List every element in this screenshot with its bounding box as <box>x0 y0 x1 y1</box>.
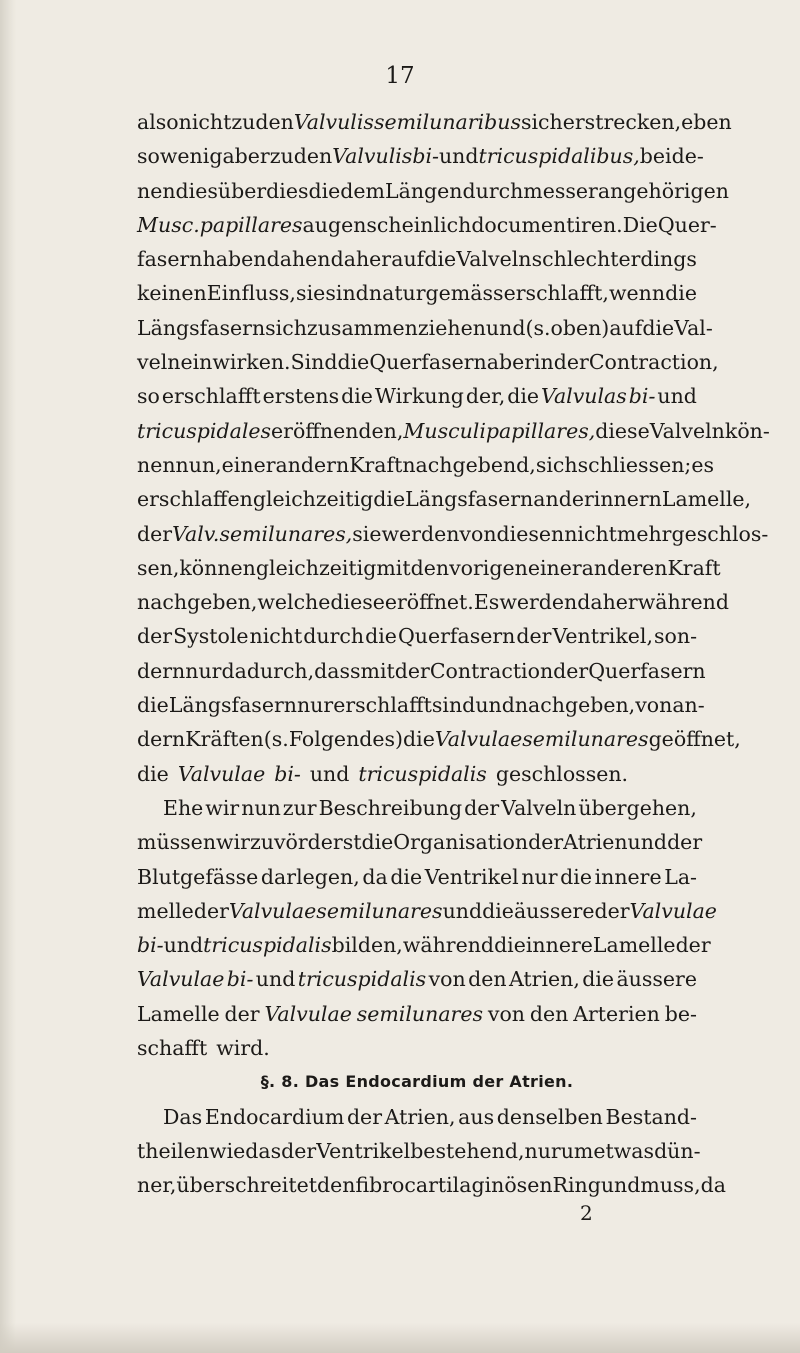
word: wir <box>216 830 250 855</box>
word: melle <box>137 898 194 923</box>
italic-word: bi- <box>274 761 301 786</box>
word: der <box>553 350 589 375</box>
italic-word: Musculi <box>403 418 486 443</box>
word: den <box>410 555 450 580</box>
text-line <box>137 585 729 619</box>
word: die <box>137 693 169 718</box>
word: die <box>424 247 457 272</box>
word: Längendurchmesser <box>385 178 598 203</box>
word: die <box>341 384 373 409</box>
word: Längsfasern <box>405 487 534 512</box>
word: de- <box>671 144 704 169</box>
text-line <box>137 894 717 928</box>
word: zuvörderst <box>249 830 362 855</box>
word: Ehe <box>163 795 204 820</box>
word: erschlafft <box>161 384 261 409</box>
word: auf <box>609 315 643 340</box>
word: werden <box>381 521 460 546</box>
text-line <box>137 654 706 688</box>
text-line <box>137 1031 697 1065</box>
word: Ventrikel <box>424 864 519 889</box>
word: an <box>533 487 559 512</box>
word: eröffnet. <box>384 590 474 615</box>
word: die <box>642 315 675 340</box>
italic-word: Valvulae <box>629 898 717 923</box>
word: erschlaffen <box>137 487 253 512</box>
word: Wirkung <box>374 384 464 409</box>
word: La- <box>664 864 697 889</box>
word: Contraction <box>429 658 554 683</box>
word: die <box>337 350 370 375</box>
word: Atrien, <box>384 1104 456 1129</box>
word: nicht <box>564 521 617 546</box>
word: es <box>691 452 714 477</box>
text-line <box>137 997 697 1031</box>
word: und <box>255 967 296 992</box>
word: die <box>373 487 406 512</box>
italic-word: semilunares <box>522 727 649 752</box>
word: zur <box>282 795 317 820</box>
word: äussere <box>616 967 697 992</box>
italic-word: Valvulae <box>264 1001 352 1026</box>
word: sie <box>352 521 382 546</box>
word: gleichzeitig <box>255 555 377 580</box>
word: der <box>224 1001 260 1026</box>
word: theilen <box>137 1138 210 1163</box>
word: da <box>700 1173 726 1198</box>
text-line <box>137 345 719 379</box>
word: nachgeben, <box>514 693 636 718</box>
text-line <box>137 1100 697 1134</box>
word: sich <box>265 315 307 340</box>
italic-word: Valvulae <box>177 761 266 786</box>
text-line <box>137 688 705 722</box>
word: Sind <box>290 350 338 375</box>
word: Kräften <box>185 727 264 752</box>
word: die <box>137 761 169 786</box>
word: einer <box>527 555 582 580</box>
word: schliessen; <box>577 452 692 477</box>
word: Valveln <box>456 247 532 272</box>
word: die <box>390 864 423 889</box>
word: mehr <box>616 521 672 546</box>
word: die <box>403 727 435 752</box>
word: Endocardium <box>204 1104 345 1129</box>
word: der <box>394 658 430 683</box>
word: augenscheinlich <box>302 212 472 237</box>
signature-mark: 2 <box>580 1201 593 1225</box>
word: und <box>600 1173 641 1198</box>
text-line <box>137 379 697 413</box>
word: die <box>308 178 341 203</box>
word: dün- <box>654 1138 701 1163</box>
word: diese <box>595 418 650 443</box>
word: mit <box>360 658 395 683</box>
word: Contraction, <box>588 350 719 375</box>
text-line <box>137 860 697 894</box>
word: von <box>428 967 466 992</box>
word: angehörigen <box>597 178 729 203</box>
text-line <box>137 448 714 482</box>
word: die <box>365 624 397 649</box>
word: Das <box>163 1104 203 1129</box>
word: während <box>402 933 495 958</box>
word: kön- <box>724 418 770 443</box>
word: die <box>582 967 615 992</box>
word: der <box>193 898 229 923</box>
word: dass <box>314 658 361 683</box>
word: fasern <box>137 247 203 272</box>
italic-word: Valvulas <box>541 384 627 409</box>
italic-word: Valvulis <box>293 110 374 134</box>
italic-word: Valv. <box>172 521 220 546</box>
word: Lamelle <box>592 933 676 958</box>
word: werden <box>499 590 578 615</box>
word: aber <box>222 144 270 169</box>
italic-word: papillares, <box>485 418 596 443</box>
word: haben <box>202 247 267 272</box>
word: bilden, <box>331 933 403 958</box>
word: veln <box>137 350 181 375</box>
italic-word: semilunares <box>356 1001 483 1026</box>
word: um <box>560 1138 594 1163</box>
word: sen, <box>137 555 180 580</box>
word: die <box>665 281 697 306</box>
section-heading: §. 8. Das Endocardium der Atrien. <box>260 1072 574 1092</box>
word: übergehen, <box>578 795 697 820</box>
text-line <box>137 139 704 173</box>
word: nun, <box>175 452 222 477</box>
word: zusammenziehen <box>306 315 486 340</box>
word: etwas <box>593 1138 655 1163</box>
word: Valveln <box>649 418 725 443</box>
word: innere <box>594 864 662 889</box>
word: den <box>255 110 294 134</box>
page-binding-shadow <box>0 0 16 1353</box>
text-line <box>137 928 711 962</box>
word: (s. <box>263 727 289 752</box>
word: darlegen, <box>260 864 360 889</box>
word: wenn <box>608 281 666 306</box>
word: nur <box>185 658 222 683</box>
word: be- <box>664 1001 697 1026</box>
text-line <box>137 517 769 551</box>
word: nicht <box>178 110 232 134</box>
word: ner, <box>137 1173 177 1198</box>
word: der <box>667 830 703 855</box>
text-line <box>137 414 770 448</box>
word: können <box>179 555 256 580</box>
word: der, <box>465 384 506 409</box>
text-line <box>137 208 717 242</box>
word: Val- <box>674 315 713 340</box>
word: gleichzeitig <box>252 487 374 512</box>
word: Beschreibung <box>318 795 463 820</box>
page-number: 17 <box>385 63 415 89</box>
word: Es <box>473 590 500 615</box>
word: den <box>529 1001 569 1026</box>
word: welche <box>257 590 331 615</box>
word: bestehend, <box>410 1138 525 1163</box>
word: (s. <box>525 315 551 340</box>
italic-word: Valvulis <box>332 144 413 169</box>
word: Die <box>622 212 658 237</box>
word: den <box>293 144 333 169</box>
italic-word: papillares <box>199 212 303 237</box>
word: in <box>534 350 554 375</box>
word: oben) <box>550 315 610 340</box>
word: diesen <box>496 521 565 546</box>
italic-word: bi- <box>137 933 164 958</box>
word: und <box>657 384 697 409</box>
word: und <box>475 693 515 718</box>
word: wie <box>209 1138 246 1163</box>
word: son- <box>654 624 697 649</box>
body-text <box>137 105 770 1203</box>
word: eröffnenden, <box>271 418 404 443</box>
word: dem <box>340 178 385 203</box>
word: überdies <box>217 178 309 203</box>
text-line <box>137 791 697 825</box>
word: naturgemäss <box>368 281 504 306</box>
word: und <box>627 830 668 855</box>
word: geschlossen. <box>495 761 629 786</box>
word: Ventrikel, <box>552 624 653 649</box>
word: von <box>459 521 497 546</box>
word: einwirken. <box>180 350 291 375</box>
word: Folgendes) <box>288 727 404 752</box>
word: sind <box>431 693 476 718</box>
italic-word: tricuspidalis <box>358 761 487 786</box>
text-line <box>137 482 752 516</box>
word: innern <box>593 487 662 512</box>
word: nur <box>524 1138 561 1163</box>
word: müssen <box>137 830 217 855</box>
word: Einfluss, <box>206 281 296 306</box>
word: erschlafft <box>333 693 432 718</box>
word: documentiren. <box>471 212 623 237</box>
word: vorigen <box>449 555 528 580</box>
text-line <box>137 174 729 208</box>
word: Ventrikel <box>316 1138 411 1163</box>
word: sich <box>520 110 563 134</box>
word: Längsfasern <box>168 693 297 718</box>
word: Querfasern <box>397 624 516 649</box>
word: Systole <box>173 624 249 649</box>
word: wir <box>205 795 240 820</box>
word: zu <box>269 144 294 169</box>
word: der <box>137 624 173 649</box>
word: zu <box>231 110 256 134</box>
word: nachgebend, <box>402 452 536 477</box>
word: Querfasern <box>588 658 706 683</box>
word: Lamelle, <box>661 487 752 512</box>
italic-word: bi- <box>628 384 656 409</box>
word: dern <box>137 727 186 752</box>
italic-word: semilunares <box>316 898 443 923</box>
word: nen <box>137 452 176 477</box>
italic-word: tricuspidalis <box>297 967 427 992</box>
word: also <box>137 110 179 134</box>
word: nur <box>521 864 558 889</box>
word: während <box>637 590 729 615</box>
text-line <box>137 962 697 996</box>
word: Querfasern <box>369 350 487 375</box>
word: schafft <box>137 1036 208 1061</box>
italic-word: Musc. <box>137 212 200 237</box>
word: Kraft <box>349 452 403 477</box>
word: nen <box>137 178 176 203</box>
italic-word: semilunaribus <box>373 110 521 134</box>
word: die <box>507 384 540 409</box>
text-line <box>137 242 697 276</box>
text-line <box>137 619 697 653</box>
text-line <box>137 311 713 345</box>
italic-word: Valvulae <box>434 727 523 752</box>
word: der <box>281 1138 317 1163</box>
page-bottom-shadow <box>0 1323 800 1353</box>
word: Atrien <box>563 830 628 855</box>
word: erstrecken, <box>562 110 682 134</box>
word: und <box>309 761 350 786</box>
word: aus <box>458 1104 495 1129</box>
italic-word: Valvulae <box>228 898 317 923</box>
text-line <box>137 1168 726 1202</box>
word: daher <box>330 247 392 272</box>
word: und <box>485 315 526 340</box>
word: daher <box>577 590 638 615</box>
text-line <box>137 276 697 310</box>
word: Atrien, <box>508 967 580 992</box>
word: der <box>558 487 594 512</box>
word: und <box>442 898 483 923</box>
word: der <box>346 1104 382 1129</box>
text-line <box>137 722 741 756</box>
word: nur <box>296 693 334 718</box>
word: Quer- <box>657 212 717 237</box>
word: innere <box>525 933 593 958</box>
italic-word: tricuspidalis <box>203 933 332 958</box>
word: wenig <box>159 144 223 169</box>
word: der <box>137 521 173 546</box>
word: die <box>494 933 526 958</box>
word: dern <box>137 658 186 683</box>
italic-word: Valvulae <box>137 967 225 992</box>
word: die <box>482 898 514 923</box>
word: wird. <box>216 1036 270 1061</box>
word: bei <box>639 144 672 169</box>
word: nicht <box>249 624 303 649</box>
word: auf <box>391 247 425 272</box>
word: die <box>361 830 394 855</box>
word: durch <box>303 624 365 649</box>
word: sind <box>325 281 369 306</box>
word: und <box>163 933 204 958</box>
word: keinen <box>137 281 207 306</box>
word: eben <box>681 110 732 134</box>
word: erschlafft, <box>503 281 609 306</box>
word: da <box>362 864 388 889</box>
word: den <box>468 967 507 992</box>
word: von <box>487 1001 525 1026</box>
word: nachgeben, <box>137 590 258 615</box>
word: sich <box>535 452 578 477</box>
word: der <box>553 658 589 683</box>
italic-word: tricuspidales <box>137 418 272 443</box>
word: Ring <box>552 1173 601 1198</box>
word: dahen <box>266 247 331 272</box>
text-line <box>137 1134 701 1168</box>
text-line <box>137 551 721 585</box>
word: der <box>464 795 500 820</box>
word: Arterien <box>573 1001 660 1026</box>
word: diese <box>330 590 385 615</box>
word: der <box>594 898 630 923</box>
word: geschlos- <box>671 521 769 546</box>
text-line <box>137 105 732 139</box>
word: anderen <box>581 555 668 580</box>
word: so <box>137 144 160 169</box>
word: nun <box>241 795 281 820</box>
word: mit <box>376 555 411 580</box>
word: denselben <box>496 1104 603 1129</box>
word: dies <box>175 178 218 203</box>
word: von <box>635 693 673 718</box>
word: und <box>438 144 479 169</box>
word: Kraft <box>667 555 721 580</box>
word: muss, <box>640 1173 701 1198</box>
word: geöffnet, <box>648 727 741 752</box>
word: äussere <box>513 898 595 923</box>
word: die <box>560 864 592 889</box>
word: Bestand- <box>605 1104 697 1129</box>
word: das <box>245 1138 282 1163</box>
word: den <box>316 1173 356 1198</box>
word: schlechterdings <box>531 247 697 272</box>
italic-word: tricuspidalibus, <box>478 144 640 169</box>
italic-word: bi- <box>412 144 439 169</box>
text-line <box>137 825 703 859</box>
word: erstens <box>262 384 340 409</box>
text-line <box>137 757 697 791</box>
word: einer <box>221 452 276 477</box>
word: der <box>516 624 552 649</box>
word: Blutgefässe <box>137 864 259 889</box>
word: überschreitet <box>176 1173 317 1198</box>
word: dadurch, <box>221 658 315 683</box>
word: an- <box>672 693 705 718</box>
word: der <box>528 830 564 855</box>
word: so <box>137 384 160 409</box>
word: aber <box>486 350 534 375</box>
word: Organisation <box>393 830 529 855</box>
italic-word: bi- <box>226 967 254 992</box>
word: Valveln <box>501 795 577 820</box>
word: andern <box>275 452 350 477</box>
word: Längsfasern <box>137 315 266 340</box>
word: der <box>675 933 711 958</box>
word: sie <box>296 281 326 306</box>
word: fibrocartilaginösen <box>355 1173 553 1198</box>
italic-word: semilunares, <box>219 521 353 546</box>
word: Lamelle <box>137 1001 220 1026</box>
